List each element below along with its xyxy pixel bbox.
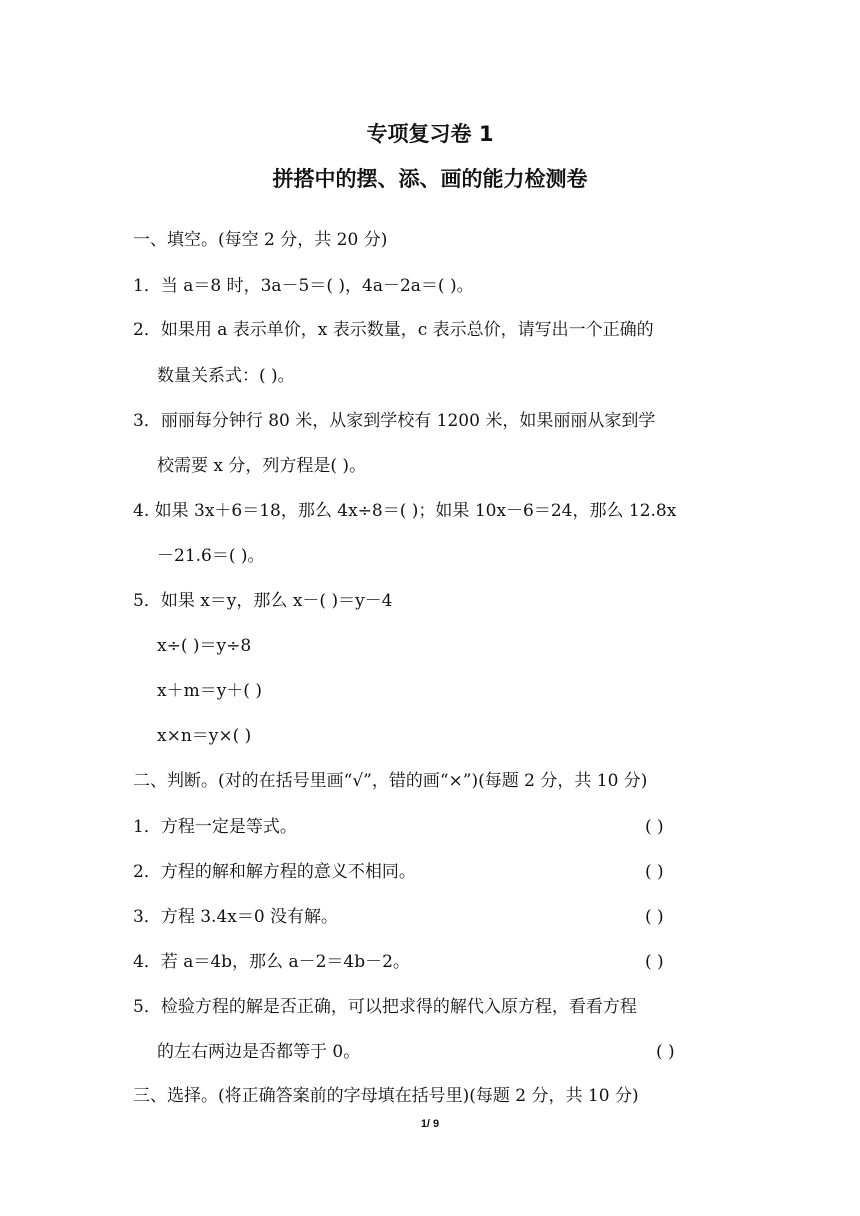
- section2-question-2: 2．方程的解和解方程的意义不相同。: [133, 862, 416, 882]
- section2-heading: 二、判断。(对的在括号里画“√”，错的画“×”)(每题 2 分，共 10 分): [133, 771, 648, 791]
- section2-question-5-line2: 的左右两边是否都等于 0。: [157, 1042, 361, 1062]
- section1-question-2-line1: 2．如果用 a 表示单价，x 表示数量，c 表示总价，请写出一个正确的: [133, 320, 654, 340]
- section1-question-5-line1: 5．如果 x＝y，那么 x－( )＝y－4: [133, 591, 393, 611]
- page-subtitle: 拼搭中的摆、添、画的能力检测卷: [272, 167, 588, 191]
- page-number: 1/ 9: [420, 1118, 440, 1130]
- section2-question-4: 4．若 a＝4b，那么 a－2＝4b－2。: [133, 952, 410, 972]
- section2-question-1: 1．方程一定是等式。: [133, 817, 297, 837]
- section1-question-3-line1: 3．丽丽每分钟行 80 米，从家到学校有 1200 米，如果丽丽从家到学: [133, 411, 656, 431]
- section2-question-5-line1: 5．检验方程的解是否正确，可以把求得的解代入原方程，看看方程: [133, 997, 637, 1017]
- answer-paren-3: ( ): [645, 907, 664, 927]
- section1-question-3-line2: 校需要 x 分，列方程是( )。: [157, 456, 367, 476]
- answer-paren-4: ( ): [645, 952, 664, 972]
- answer-paren-2: ( ): [645, 862, 664, 882]
- section1-question-2-line2: 数量关系式：( )。: [157, 366, 295, 386]
- answer-paren-1: ( ): [645, 817, 664, 837]
- section1-question-4-line1: 4. 如果 3x＋6＝18，那么 4x÷8＝( )；如果 10x－6＝24，那么 12.8x: [133, 501, 677, 521]
- page-title: 专项复习卷 1: [366, 122, 494, 146]
- section1-question-4-line2: －21.6＝( )。: [157, 546, 265, 566]
- section1-question-5-line4: x×n＝y×( ): [157, 726, 252, 746]
- section2-question-3: 3．方程 3.4x＝0 没有解。: [133, 907, 339, 927]
- section1-question-1: 1．当 a＝8 时，3a－5＝( )，4a－2a＝( )。: [133, 276, 474, 296]
- section1-heading: 一、填空。(每空 2 分，共 20 分): [133, 230, 388, 250]
- section1-question-5-line2: x÷( )＝y÷8: [157, 636, 252, 656]
- answer-paren-5: ( ): [656, 1042, 675, 1062]
- section3-heading: 三、选择。(将正确答案前的字母填在括号里)(每题 2 分，共 10 分): [133, 1086, 639, 1106]
- section1-question-5-line3: x＋m＝y＋( ): [157, 681, 262, 701]
